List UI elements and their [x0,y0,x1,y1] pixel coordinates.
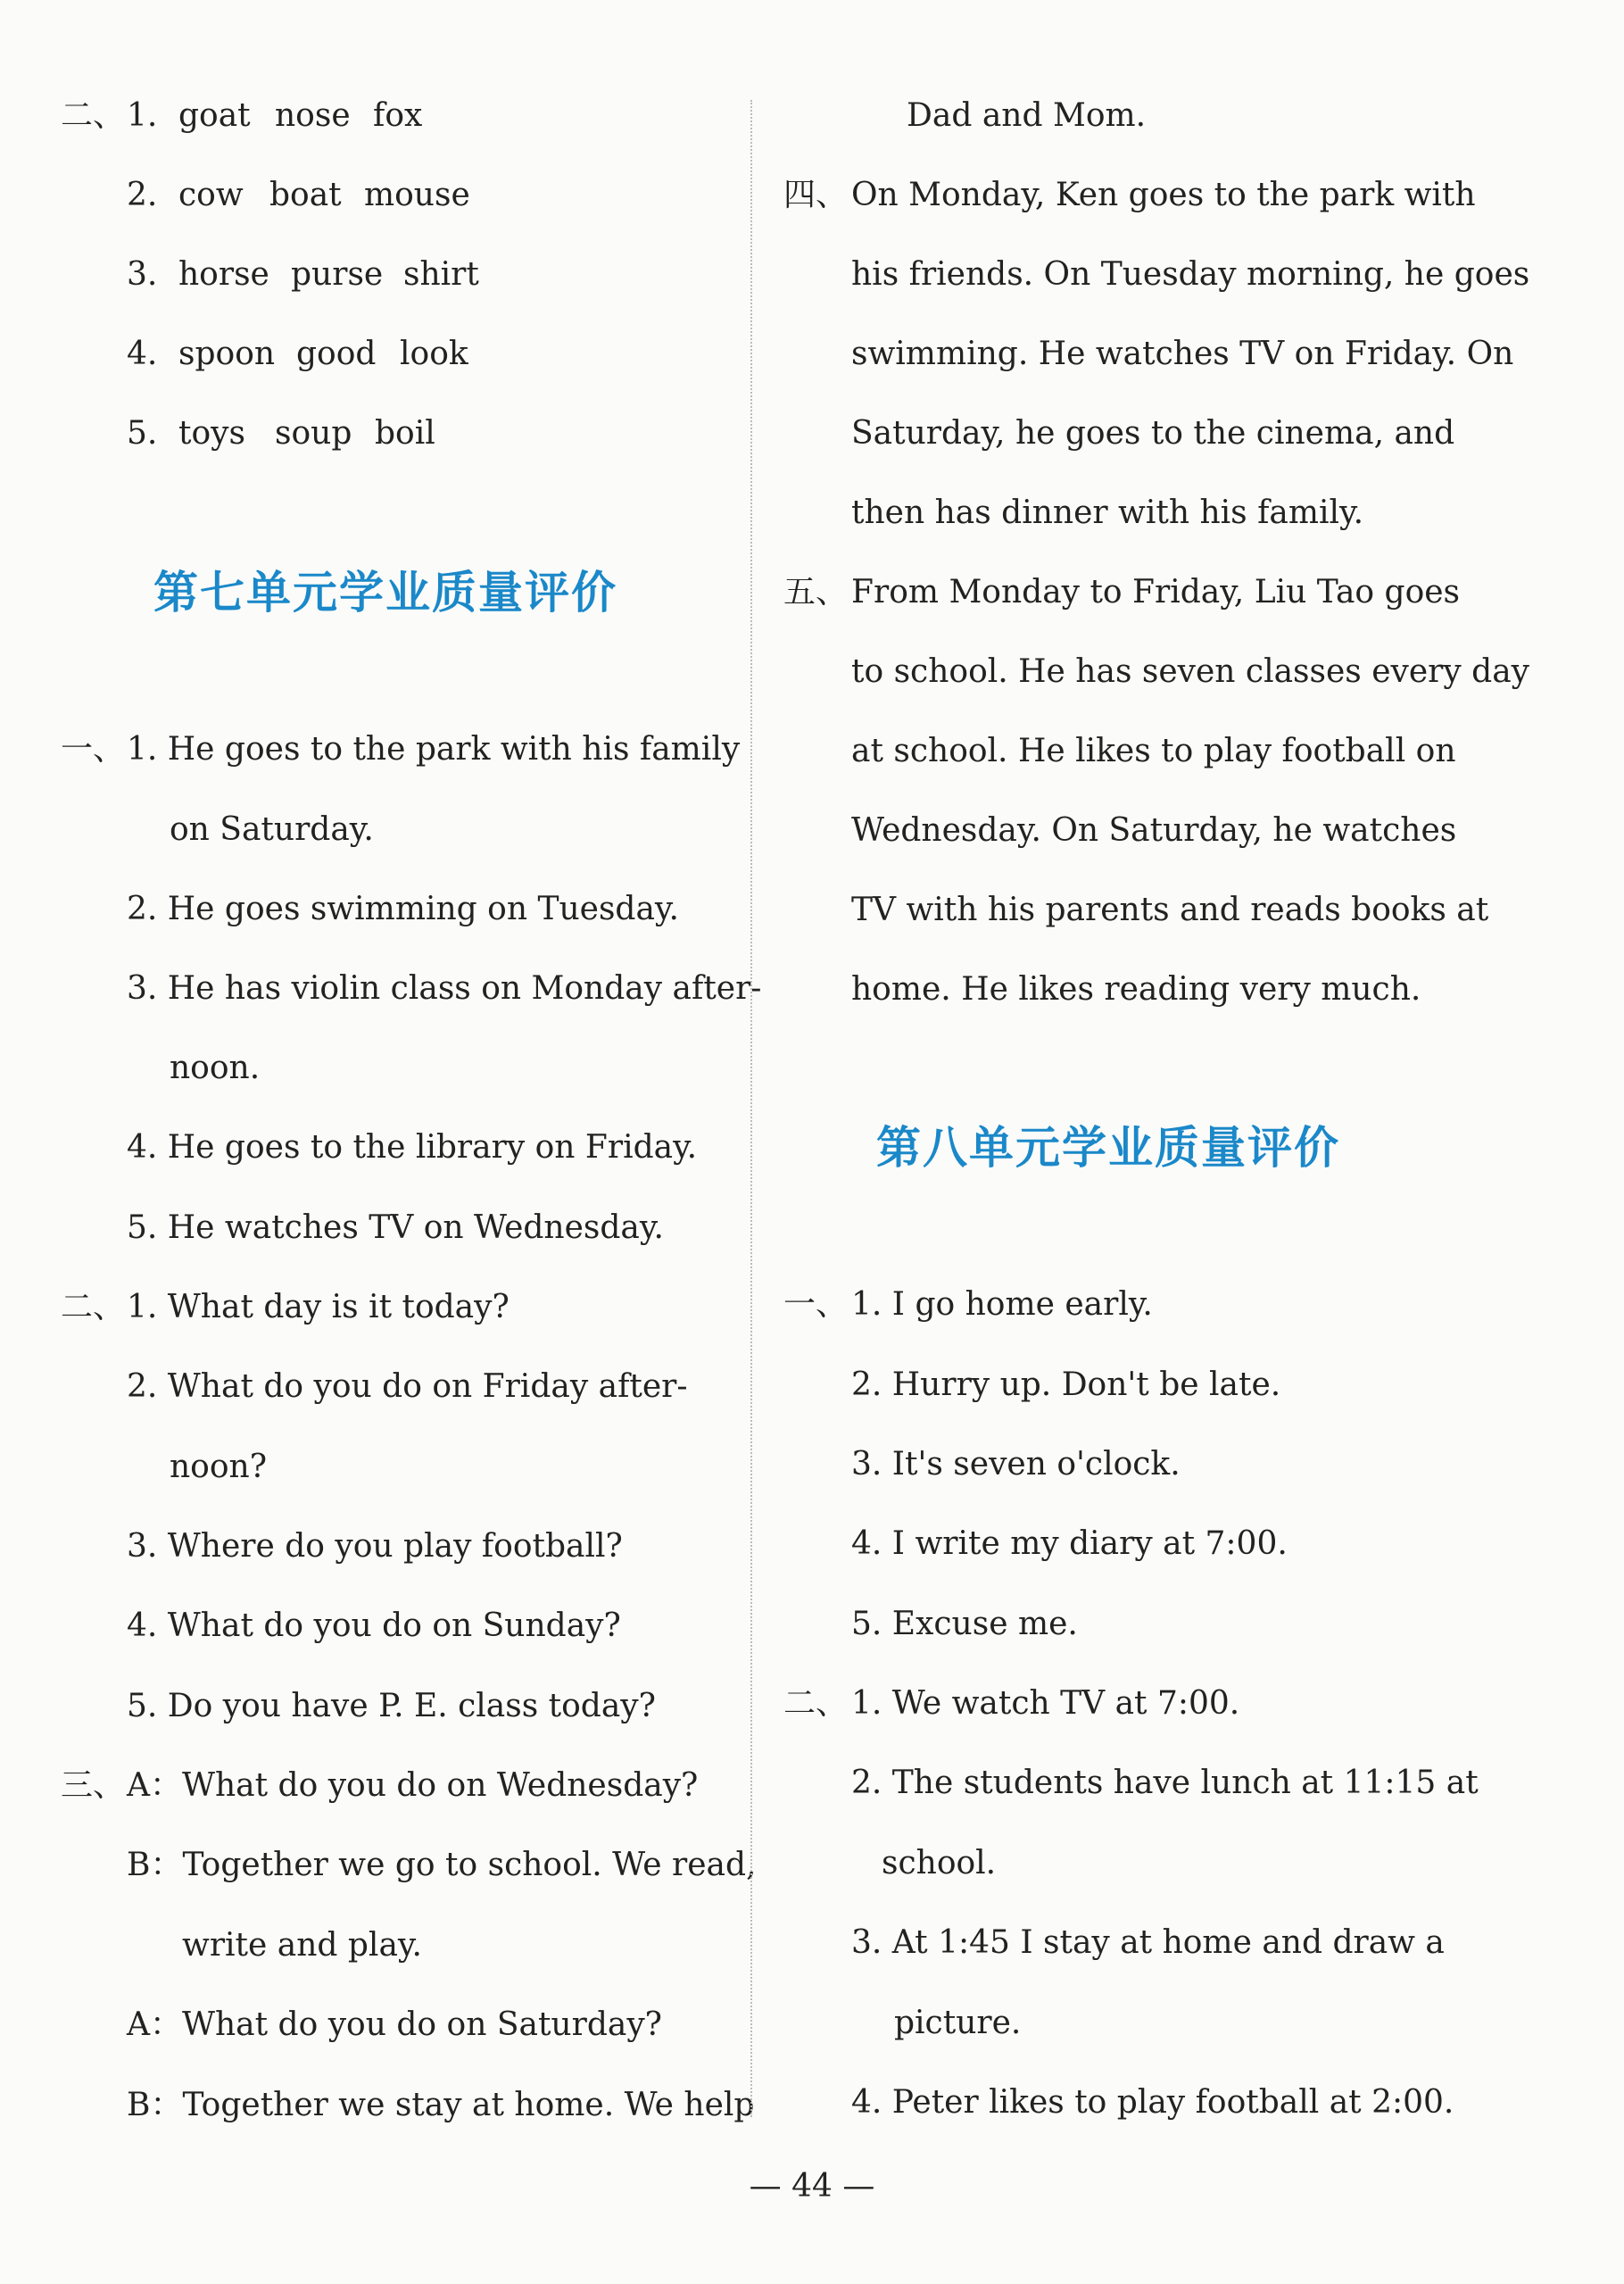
answer-line: 5. Do you have P. E. class today? [127,1688,656,1724]
answer-line: 3. At 1:45 I stay at home and draw a [851,1924,1445,1961]
section-marker-2: 二、 [61,1289,126,1325]
dialogue-line: B：Together we stay at home. We help [127,2087,755,2123]
word: mouse [364,177,470,213]
word: shirt [403,256,479,293]
dialogue-line: write and play. [182,1927,422,1964]
answer-line: 1. We watch TV at 7:00. [851,1685,1240,1722]
word: soup [275,415,352,452]
passage-line: his friends. On Tuesday morning, he goes [851,256,1530,293]
passage-line: On Monday, Ken goes to the park with [851,177,1476,213]
dialogue-line: A：What do you do on Wednesday? [127,1767,699,1804]
page-number: — 44 — [749,2168,875,2205]
word: fox [373,97,423,134]
word: purse [291,256,384,293]
answer-line: 5. He watches TV on Wednesday. [127,1209,664,1246]
answer-line: 1. I go home early. [851,1286,1153,1323]
answer-line: noon? [170,1449,268,1485]
passage-line: swimming. He watches TV on Friday. On [851,336,1514,372]
word: toys [178,415,245,452]
answer-line: noon. [170,1050,261,1086]
section-marker-2: 二、 [61,97,126,134]
unit8-title: 第八单元学业质量评价 [876,1122,1340,1174]
answer-line: 3. It's seven o'clock. [851,1446,1181,1483]
answer-line: 4. I write my diary at 7:00. [851,1525,1288,1562]
answer-line: 1. He goes to the park with his family [127,731,741,768]
word: look [400,336,468,372]
answer-line: 5. Excuse me. [851,1606,1078,1642]
item-number: 1. [127,97,158,134]
item-number: 5. [127,415,158,452]
answer-line: 2. Hurry up. Don't be late. [851,1366,1281,1403]
item-number: 3. [127,256,158,293]
answer-line: 1. What day is it today? [127,1289,510,1325]
answer-line: 2. He goes swimming on Tuesday. [127,891,679,927]
dialogue-line: A：What do you do on Saturday? [127,2006,662,2043]
dialogue-line: B：Together we go to school. We read, [127,1847,757,1883]
passage-line: Wednesday. On Saturday, he watches [851,812,1457,849]
item-number: 4. [127,336,158,372]
word: goat [178,97,251,134]
word: horse [178,256,269,293]
passage-line: From Monday to Friday, Liu Tao goes [851,574,1461,610]
continued-line: Dad and Mom. [907,97,1147,134]
answer-line: 2. The students have lunch at 11:15 at [851,1765,1479,1801]
word: nose [275,97,351,134]
answer-line: 4. Peter likes to play football at 2:00. [851,2084,1454,2121]
passage-line: Saturday, he goes to the cinema, and [851,415,1455,452]
answer-line: 4. What do you do on Sunday? [127,1607,621,1644]
section-marker-4: 四、 [783,177,849,213]
passage-line: TV with his parents and reads books at [851,892,1489,928]
unit7-title: 第七单元学业质量评价 [153,567,617,619]
answer-line: picture. [894,2005,1022,2041]
answer-line: 2. What do you do on Friday after- [127,1368,688,1405]
answer-line: 4. He goes to the library on Friday. [127,1129,698,1166]
word: cow [178,177,244,213]
section-marker-5: 五、 [783,574,849,610]
answer-line: school. [882,1845,997,1881]
passage-line: home. He likes reading very much. [851,971,1421,1008]
answer-line: 3. Where do you play football? [127,1528,623,1565]
answer-line: 3. He has violin class on Monday after- [127,970,762,1007]
answer-line: on Saturday. [170,811,374,848]
section-marker-2: 二、 [783,1685,849,1722]
section-marker-3: 三、 [61,1767,126,1804]
section-marker-1: 一、 [61,731,126,768]
passage-line: to school. He has seven classes every day [851,653,1530,690]
item-number: 2. [127,177,158,213]
word: boat [269,177,342,213]
word: good [296,336,377,372]
word: spoon [178,336,276,372]
column-divider [750,100,752,2117]
passage-line: at school. He likes to play football on [851,733,1456,769]
passage-line: then has dinner with his family. [851,494,1364,531]
word: boil [375,415,435,452]
section-marker-1: 一、 [783,1286,849,1323]
